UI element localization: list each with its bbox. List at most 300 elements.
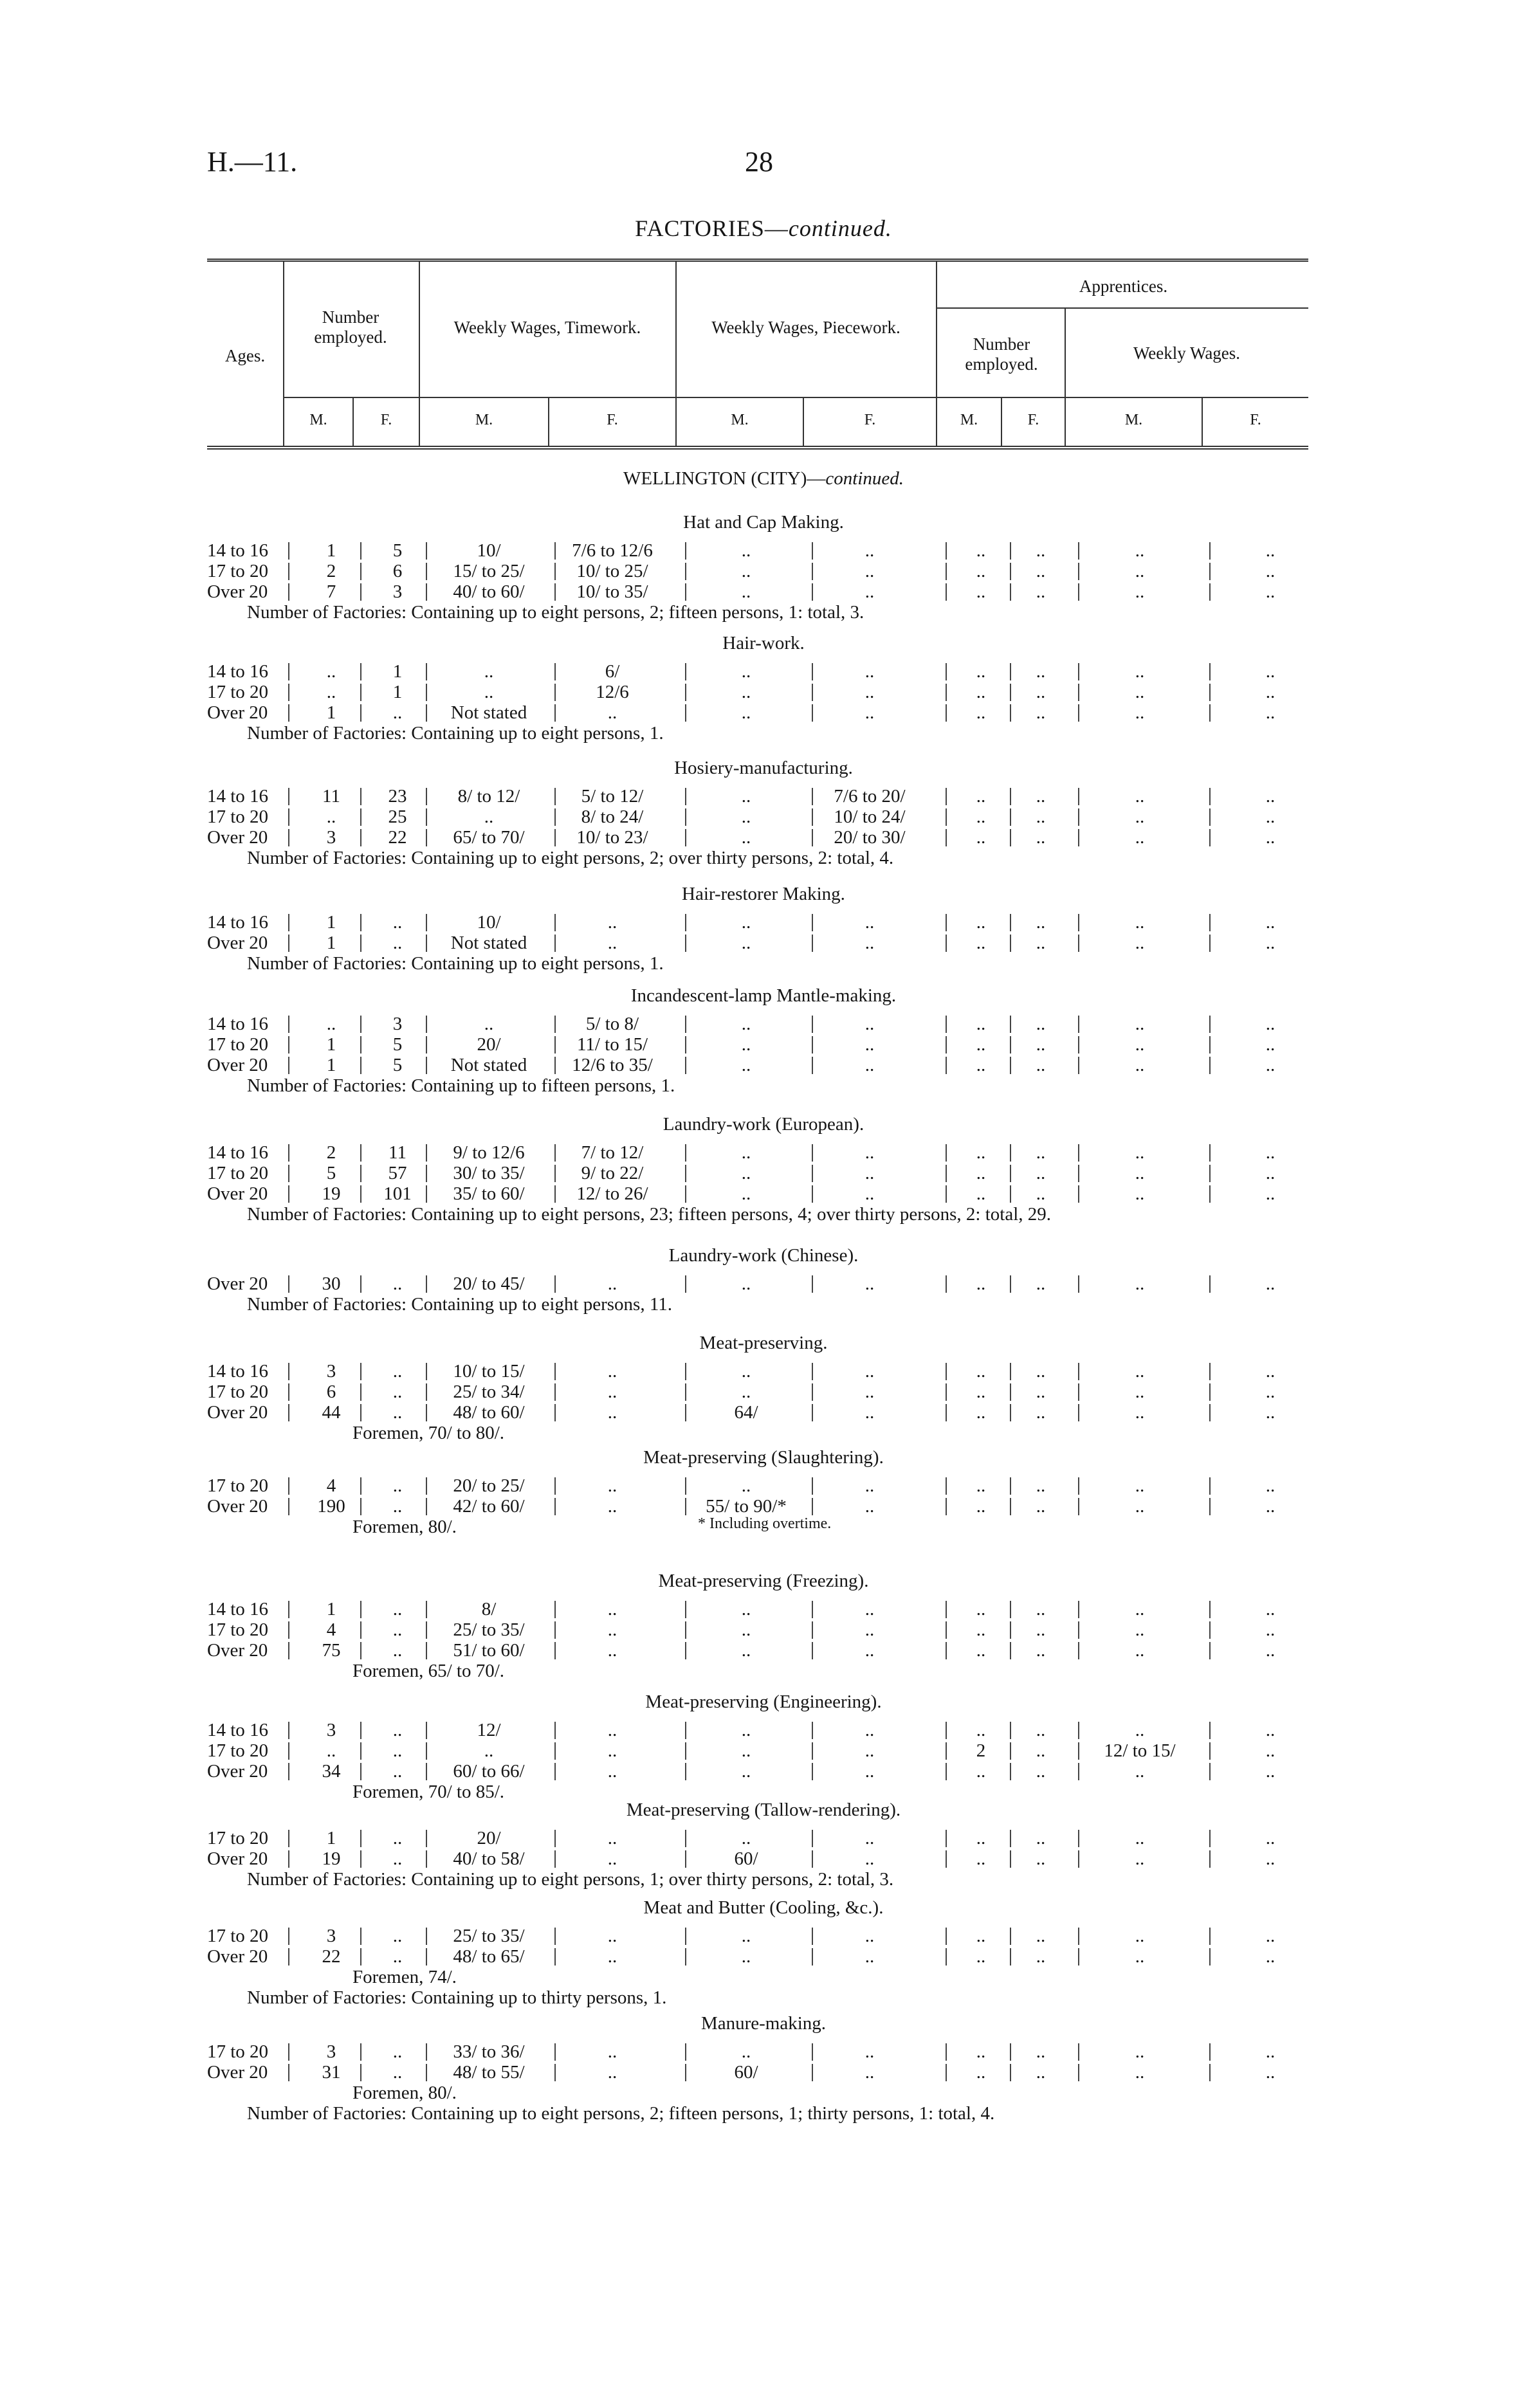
table-cell: 5/ to 8/ xyxy=(585,1014,639,1034)
column-rule xyxy=(360,914,361,931)
table-cell: .. xyxy=(1135,1055,1145,1075)
column-rule xyxy=(288,1477,289,1495)
table-cell: .. xyxy=(976,1382,986,1402)
column-rule xyxy=(288,1621,289,1639)
table-cell: .. xyxy=(1265,702,1276,723)
column-rule xyxy=(288,1830,289,1847)
table-row xyxy=(0,1926,1527,1946)
table-cell: 48/ to 55/ xyxy=(453,2062,525,2083)
table-cell: .. xyxy=(864,1761,875,1782)
column-rule xyxy=(360,684,361,701)
table-cell: 10/ to 23/ xyxy=(576,827,648,848)
col-time-m: M. xyxy=(475,412,493,428)
table-cell: .. xyxy=(607,1361,617,1382)
table-cell: .. xyxy=(864,2041,875,2062)
age-cell: 14 to 16 xyxy=(207,912,269,933)
table-cell: .. xyxy=(741,2041,751,2062)
table-cell: .. xyxy=(864,1946,875,1967)
column-rule xyxy=(1209,563,1211,580)
table-cell: .. xyxy=(976,933,986,953)
column-rule xyxy=(1010,1763,1011,1780)
age-cell: Over 20 xyxy=(207,1496,268,1517)
column-rule xyxy=(946,1057,947,1074)
column-rule xyxy=(288,1165,289,1182)
table-cell: .. xyxy=(1036,1946,1046,1967)
table-cell: 8/ to 12/ xyxy=(457,786,520,807)
table-cell: .. xyxy=(864,1599,875,1619)
table-cell: .. xyxy=(607,1496,617,1517)
table-cell: 42/ to 60/ xyxy=(453,1496,525,1517)
table-cell: .. xyxy=(1265,1496,1276,1517)
column-rule xyxy=(946,1036,947,1054)
column-rule xyxy=(1209,1057,1211,1074)
table-cell: 1 xyxy=(392,682,403,702)
table-cell: .. xyxy=(1135,540,1145,561)
column-rule xyxy=(946,808,947,826)
table-cell: .. xyxy=(1135,661,1145,682)
table-cell: 44 xyxy=(322,1402,341,1423)
column-rule xyxy=(1209,1477,1211,1495)
column-rule xyxy=(1209,1621,1211,1639)
table-cell: .. xyxy=(741,1142,751,1163)
table-row xyxy=(0,1640,1527,1661)
table-cell: 51/ to 60/ xyxy=(453,1640,525,1661)
column-rule xyxy=(1010,1722,1011,1739)
table-cell: .. xyxy=(1265,581,1276,602)
table-cell: 48/ to 60/ xyxy=(453,1402,525,1423)
table-row xyxy=(0,1361,1527,1382)
table-cell: .. xyxy=(1036,786,1046,807)
table-cell: .. xyxy=(741,682,751,702)
region-continued: continued. xyxy=(825,468,904,489)
table-cell: .. xyxy=(864,1475,875,1496)
table-row xyxy=(0,2062,1527,2083)
section-title: Meat-preserving (Slaughtering). xyxy=(643,1447,884,1468)
table-cell: .. xyxy=(741,702,751,723)
column-rule xyxy=(946,1722,947,1739)
section-title: Hat and Cap Making. xyxy=(683,512,844,533)
column-rule xyxy=(360,1830,361,1847)
table-cell: .. xyxy=(1036,1055,1046,1075)
table-cell: .. xyxy=(1265,1475,1276,1496)
table-cell: .. xyxy=(1265,1619,1276,1640)
factories-note: Number of Factories: Containing up to fifteen persons, 1. xyxy=(247,1075,675,1096)
table-cell: 10/ to 24/ xyxy=(834,807,906,827)
table-cell: .. xyxy=(607,1926,617,1946)
age-cell: Over 20 xyxy=(207,1848,268,1869)
column-rule xyxy=(1209,704,1211,722)
table-cell: 2 xyxy=(326,1142,336,1163)
table-cell: .. xyxy=(741,1055,751,1075)
region-name: WELLINGTON (CITY)— xyxy=(623,468,826,489)
document-code: H.—11. xyxy=(207,146,298,178)
table-cell: .. xyxy=(976,1142,986,1163)
col-weekly-piecework: Weekly Wages, Piecework. xyxy=(711,318,901,337)
column-rule xyxy=(1010,788,1011,805)
table-cell: 3 xyxy=(326,1926,336,1946)
age-cell: 17 to 20 xyxy=(207,1619,269,1640)
section-title: Laundry-work (European). xyxy=(663,1114,864,1135)
table-cell: .. xyxy=(864,1848,875,1869)
table-cell: .. xyxy=(392,2062,403,2083)
table-cell: .. xyxy=(392,1273,403,1294)
col-app-num-m: M. xyxy=(960,412,978,428)
column-rule xyxy=(1010,583,1011,601)
section-title: Meat-preserving (Engineering). xyxy=(645,1692,882,1712)
column-rule xyxy=(1010,829,1011,846)
age-cell: 17 to 20 xyxy=(207,1740,269,1761)
column-rule xyxy=(946,1850,947,1868)
table-cell: .. xyxy=(1135,561,1145,581)
table-cell: .. xyxy=(1036,1014,1046,1034)
column-rule xyxy=(1209,808,1211,826)
column-rule xyxy=(1010,2043,1011,2061)
column-rule xyxy=(1209,1601,1211,1618)
table-cell: .. xyxy=(392,1496,403,1517)
col-ages: Ages. xyxy=(224,346,266,365)
table-cell: .. xyxy=(1265,661,1276,682)
table-cell: .. xyxy=(1036,1183,1046,1204)
table-cell: .. xyxy=(976,1475,986,1496)
table-cell: .. xyxy=(976,702,986,723)
table-cell: .. xyxy=(607,1599,617,1619)
table-cell: .. xyxy=(1135,786,1145,807)
table-cell: .. xyxy=(1265,1034,1276,1055)
factories-note: Number of Factories: Containing up to eight persons, 1. xyxy=(247,953,664,974)
column-rule xyxy=(360,1185,361,1203)
table-cell: .. xyxy=(1036,661,1046,682)
column-rule xyxy=(946,1185,947,1203)
table-cell: .. xyxy=(1135,1496,1145,1517)
table-cell: .. xyxy=(392,1619,403,1640)
table-cell: 3 xyxy=(326,1361,336,1382)
column-rule xyxy=(1010,663,1011,680)
table-cell: .. xyxy=(326,807,336,827)
column-rule xyxy=(360,935,361,952)
table-cell: .. xyxy=(392,1402,403,1423)
table-cell: .. xyxy=(1036,1740,1046,1761)
table-cell: .. xyxy=(1135,1142,1145,1163)
page-number: 28 xyxy=(745,146,773,178)
table-row xyxy=(0,1619,1527,1640)
table-cell: 33/ to 36/ xyxy=(453,2041,525,2062)
table-cell: .. xyxy=(864,1720,875,1740)
table-row xyxy=(0,682,1527,702)
table-cell: .. xyxy=(864,1828,875,1848)
table-row xyxy=(0,1183,1527,1204)
column-rule xyxy=(360,1036,361,1054)
table-cell: .. xyxy=(1036,540,1046,561)
age-cell: 17 to 20 xyxy=(207,1926,269,1946)
table-cell: 5 xyxy=(392,540,403,561)
table-row xyxy=(0,1599,1527,1619)
table-cell: .. xyxy=(1265,1761,1276,1782)
column-rule xyxy=(1010,704,1011,722)
age-cell: 14 to 16 xyxy=(207,1599,269,1619)
column-rule xyxy=(1010,1642,1011,1659)
column-rule xyxy=(360,1404,361,1421)
column-rule xyxy=(946,583,947,601)
column-rule xyxy=(1209,1165,1211,1182)
table-cell: 10/ to 25/ xyxy=(576,561,648,581)
col-app-wage-m: M. xyxy=(1124,412,1143,428)
table-cell: 75 xyxy=(322,1640,341,1661)
table-cell: 25/ to 35/ xyxy=(453,1619,525,1640)
table-cell: .. xyxy=(976,1496,986,1517)
table-cell: 12/6 xyxy=(596,682,629,702)
column-rule xyxy=(946,788,947,805)
region-heading xyxy=(0,468,1527,489)
column-rule xyxy=(360,1948,361,1966)
column-rule xyxy=(946,1275,947,1293)
column-rule xyxy=(360,1601,361,1618)
table-cell: .. xyxy=(864,682,875,702)
column-rule xyxy=(360,1621,361,1639)
table-cell: .. xyxy=(741,1926,751,1946)
col-piece-f: F. xyxy=(864,412,876,428)
table-cell: .. xyxy=(976,1848,986,1869)
table-cell: 3 xyxy=(326,827,336,848)
column-rule xyxy=(288,1601,289,1618)
column-rule xyxy=(288,829,289,846)
table-cell: 15/ to 25/ xyxy=(453,561,525,581)
table-cell: 11 xyxy=(322,786,340,807)
table-cell: .. xyxy=(1036,827,1046,848)
table-cell: 40/ to 60/ xyxy=(453,581,525,602)
table-cell: 48/ to 65/ xyxy=(453,1946,525,1967)
table-row xyxy=(0,661,1527,682)
table-cell: .. xyxy=(1265,540,1276,561)
column-rule xyxy=(1209,663,1211,680)
table-cell: 40/ to 58/ xyxy=(453,1848,525,1869)
table-row xyxy=(0,1014,1527,1034)
table-cell: .. xyxy=(1265,827,1276,848)
age-cell: Over 20 xyxy=(207,1640,268,1661)
column-rule xyxy=(1010,684,1011,701)
column-rule xyxy=(1209,1742,1211,1760)
table-cell: 1 xyxy=(326,540,336,561)
table-cell: .. xyxy=(1265,1273,1276,1294)
table-cell: .. xyxy=(1265,912,1276,933)
table-cell: .. xyxy=(1135,1848,1145,1869)
column-rule xyxy=(1209,1830,1211,1847)
table-row xyxy=(0,933,1527,953)
section-title: Meat-preserving (Tallow-rendering). xyxy=(626,1800,901,1820)
column-rule xyxy=(288,1016,289,1033)
table-row xyxy=(0,1273,1527,1294)
table-cell: .. xyxy=(392,2041,403,2062)
table-cell: .. xyxy=(1265,1740,1276,1761)
table-cell: .. xyxy=(976,1273,986,1294)
factories-note: Number of Factories: Containing up to eight persons, 1; over thirty persons, 2: total, 3. xyxy=(247,1869,894,1890)
column-rule xyxy=(360,2043,361,2061)
column-rule xyxy=(1209,1948,1211,1966)
table-row xyxy=(0,1055,1527,1075)
column-rule xyxy=(360,1850,361,1868)
age-cell: 17 to 20 xyxy=(207,1382,269,1402)
column-rule xyxy=(360,1057,361,1074)
table-cell: .. xyxy=(1265,786,1276,807)
column-rule xyxy=(360,788,361,805)
column-rule xyxy=(946,1928,947,1945)
column-rule xyxy=(1209,1722,1211,1739)
table-row xyxy=(0,540,1527,561)
column-rule xyxy=(1010,1275,1011,1293)
column-rule xyxy=(1209,1185,1211,1203)
age-cell: 17 to 20 xyxy=(207,1828,269,1848)
column-rule xyxy=(1010,1057,1011,1074)
table-cell: 5 xyxy=(392,1034,403,1055)
table-cell: .. xyxy=(864,1142,875,1163)
table-cell: 12/ to 15/ xyxy=(1104,1740,1176,1761)
table-cell: .. xyxy=(976,1946,986,1967)
table-row xyxy=(0,1848,1527,1869)
column-rule xyxy=(288,1057,289,1074)
column-rule xyxy=(360,1016,361,1033)
table-cell: .. xyxy=(1036,1361,1046,1382)
column-rule xyxy=(288,1948,289,1966)
col-num-f: F. xyxy=(380,412,392,428)
table-cell: 4 xyxy=(326,1475,336,1496)
table-cell: .. xyxy=(864,661,875,682)
section-title: Hair-work. xyxy=(722,633,805,653)
column-rule xyxy=(1209,1016,1211,1033)
table-cell: .. xyxy=(1036,1828,1046,1848)
factories-note: Number of Factories: Containing up to eight persons, 1. xyxy=(247,723,664,743)
table-cell: .. xyxy=(741,786,751,807)
column-rule xyxy=(1010,1185,1011,1203)
table-cell: 3 xyxy=(326,2041,336,2062)
column-rule xyxy=(360,1642,361,1659)
age-cell: 14 to 16 xyxy=(207,1014,269,1034)
column-rule xyxy=(946,1477,947,1495)
table-cell: 5 xyxy=(326,1163,336,1183)
table-cell: .. xyxy=(1036,2062,1046,2083)
column-rule xyxy=(946,704,947,722)
col-apprentice-number: Number employed. xyxy=(965,334,1038,374)
table-row xyxy=(0,702,1527,723)
table-cell: .. xyxy=(1036,702,1046,723)
table-row xyxy=(0,1828,1527,1848)
table-row xyxy=(0,1034,1527,1055)
table-cell: 55/ to 90/* xyxy=(706,1496,787,1517)
col-weekly-timework: Weekly Wages, Timework. xyxy=(453,318,641,337)
table-cell: .. xyxy=(1265,1055,1276,1075)
table-cell: .. xyxy=(976,1183,986,1204)
column-rule xyxy=(946,914,947,931)
table-cell: .. xyxy=(741,1946,751,1967)
foremen-note: Foremen, 70/ to 85/. xyxy=(352,1782,505,1802)
column-rule xyxy=(1209,1928,1211,1945)
table-cell: .. xyxy=(607,1382,617,1402)
column-rule xyxy=(1209,1404,1211,1421)
table-cell: .. xyxy=(1265,1720,1276,1740)
table-cell: 6 xyxy=(326,1382,336,1402)
column-rule xyxy=(288,704,289,722)
table-cell: .. xyxy=(1265,1640,1276,1661)
table-cell: .. xyxy=(607,1475,617,1496)
table-cell: 10/ to 35/ xyxy=(576,581,648,602)
column-rule xyxy=(1010,1830,1011,1847)
table-cell: Not stated xyxy=(450,933,527,953)
section-title: Meat and Butter (Cooling, &c.). xyxy=(643,1897,884,1918)
table-cell: .. xyxy=(1036,1640,1046,1661)
table-cell: 3 xyxy=(326,1720,336,1740)
column-rule xyxy=(946,935,947,952)
table-cell: .. xyxy=(607,1848,617,1869)
table-cell: 3 xyxy=(392,581,403,602)
table-cell: .. xyxy=(976,2041,986,2062)
column-rule xyxy=(288,1498,289,1515)
table-cell: .. xyxy=(1265,561,1276,581)
column-rule xyxy=(1010,1144,1011,1162)
table-cell: .. xyxy=(864,1183,875,1204)
age-cell: 14 to 16 xyxy=(207,661,269,682)
factories-note: Number of Factories: Containing up to eight persons, 23; fifteen persons, 4; over thirty persons, 2: total, 29. xyxy=(247,1204,1052,1225)
table-cell: .. xyxy=(864,1163,875,1183)
column-rule xyxy=(946,2064,947,2081)
column-rule xyxy=(946,563,947,580)
table-cell: 1 xyxy=(326,1828,336,1848)
table-cell: .. xyxy=(607,1828,617,1848)
table-cell: .. xyxy=(864,1402,875,1423)
table-cell: 60/ xyxy=(734,1848,758,1869)
table-cell: .. xyxy=(864,1055,875,1075)
table-cell: .. xyxy=(976,912,986,933)
table-cell: .. xyxy=(741,1034,751,1055)
column-rule xyxy=(360,542,361,560)
table-row xyxy=(0,827,1527,848)
table-cell: .. xyxy=(392,1761,403,1782)
column-rule xyxy=(1209,1363,1211,1380)
column-rule xyxy=(1010,914,1011,931)
table-cell: .. xyxy=(864,1361,875,1382)
table-cell: 1 xyxy=(326,1055,336,1075)
column-rule xyxy=(1209,1275,1211,1293)
column-rule xyxy=(360,1498,361,1515)
table-cell: .. xyxy=(976,1034,986,1055)
table-cell: .. xyxy=(864,1740,875,1761)
table-cell: .. xyxy=(1036,1761,1046,1782)
table-row xyxy=(0,1946,1527,1967)
table-cell: .. xyxy=(741,1640,751,1661)
table-cell: 9/ to 22/ xyxy=(581,1163,644,1183)
table-cell: .. xyxy=(741,1828,751,1848)
table-cell: .. xyxy=(976,786,986,807)
column-rule xyxy=(946,1830,947,1847)
table-cell: .. xyxy=(1265,933,1276,953)
column-rule xyxy=(360,1363,361,1380)
column-rule xyxy=(360,1722,361,1739)
column-rule xyxy=(360,1742,361,1760)
table-cell: .. xyxy=(1135,2062,1145,2083)
table-cell: .. xyxy=(1135,933,1145,953)
column-rule xyxy=(946,1948,947,1966)
table-cell: .. xyxy=(1036,1142,1046,1163)
table-row xyxy=(0,2041,1527,2062)
table-cell: 20/ to 45/ xyxy=(453,1273,525,1294)
column-rule xyxy=(1010,1363,1011,1380)
table-cell: 4 xyxy=(326,1619,336,1640)
column-rule xyxy=(946,1601,947,1618)
table-cell: 35/ to 60/ xyxy=(453,1183,525,1204)
table-cell: .. xyxy=(741,561,751,581)
table-cell: 20/ to 25/ xyxy=(453,1475,525,1496)
table-row xyxy=(0,1720,1527,1740)
age-cell: Over 20 xyxy=(207,933,268,953)
table-cell: 1 xyxy=(326,933,336,953)
table-cell: .. xyxy=(392,1848,403,1869)
